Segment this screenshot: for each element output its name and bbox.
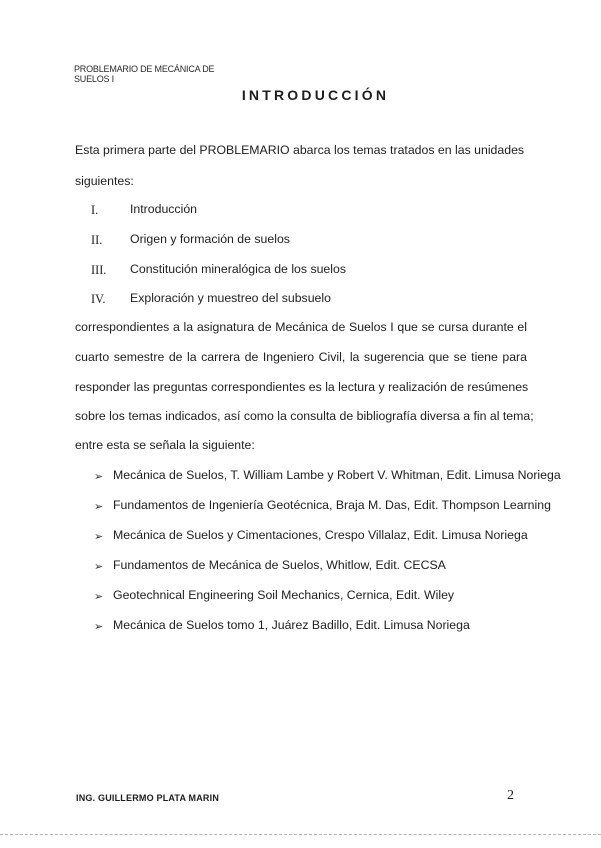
bullet-arrow-icon: ➢ (94, 621, 104, 633)
paragraph-line: responder las preguntas correspondientes es la lectura y realización de resúmenes (75, 380, 529, 394)
unit-label: Constitución mineralógica de los suelos (130, 262, 346, 276)
scan-edge-divider (0, 834, 601, 835)
reference-item: Fundamentos de Mecánica de Suelos, Whitlow, Edit. CECSA (113, 558, 446, 572)
bullet-arrow-icon: ➢ (94, 591, 104, 603)
header-title-line2: SUELOS I (74, 74, 114, 84)
unit-numeral: I. (91, 203, 99, 217)
reference-item: Mecánica de Suelos tomo 1, Juárez Badillo, Edit. Limusa Noriega (113, 618, 470, 632)
bullet-arrow-icon: ➢ (94, 531, 104, 543)
intro-line-2: siguientes: (75, 174, 134, 188)
reference-item: Fundamentos de Ingeniería Geotécnica, Braja M. Das, Edit. Thompson Learning (113, 498, 551, 512)
unit-numeral: II. (91, 233, 103, 247)
unit-label: Exploración y muestreo del subsuelo (130, 291, 331, 305)
header-title-line1: PROBLEMARIO DE MECÁNICA DE (74, 64, 215, 74)
intro-line-1: Esta primera parte del PROBLEMARIO abarca los temas tratados en las unidades (75, 143, 525, 157)
bullet-arrow-icon: ➢ (94, 501, 104, 513)
unit-numeral: III. (91, 263, 107, 277)
reference-item: Mecánica de Suelos y Cimentaciones, Crespo Villalaz, Edit. Limusa Noriega (113, 528, 528, 542)
reference-item: Geotechnical Engineering Soil Mechanics, Cernica, Edit. Wiley (113, 588, 455, 602)
paragraph-line: correspondientes a la asignatura de Mecánica de Suelos I que se cursa durante el (75, 320, 527, 334)
paragraph-line: sobre los temas indicados, así como la consulta de bibliografía diversa a fin al tema; (75, 409, 534, 423)
page-title: INTRODUCCIÓN (241, 87, 390, 103)
reference-item: Mecánica de Suelos, T. William Lambe y Robert V. Whitman, Edit. Limusa Noriega (113, 468, 561, 482)
paragraph-line: entre esta se señala la siguiente: (75, 438, 255, 452)
page-number: 2 (507, 788, 514, 803)
bullet-arrow-icon: ➢ (94, 561, 104, 573)
unit-label: Introducción (130, 202, 197, 216)
unit-numeral: IV. (91, 292, 106, 306)
paragraph-line: cuarto semestre de la carrera de Ingeniero Civil, la sugerencia que se tiene para (75, 350, 527, 364)
bullet-arrow-icon: ➢ (94, 471, 104, 483)
unit-label: Origen y formación de suelos (130, 232, 290, 246)
footer-author: ING. GUILLERMO PLATA MARIN (76, 793, 220, 803)
